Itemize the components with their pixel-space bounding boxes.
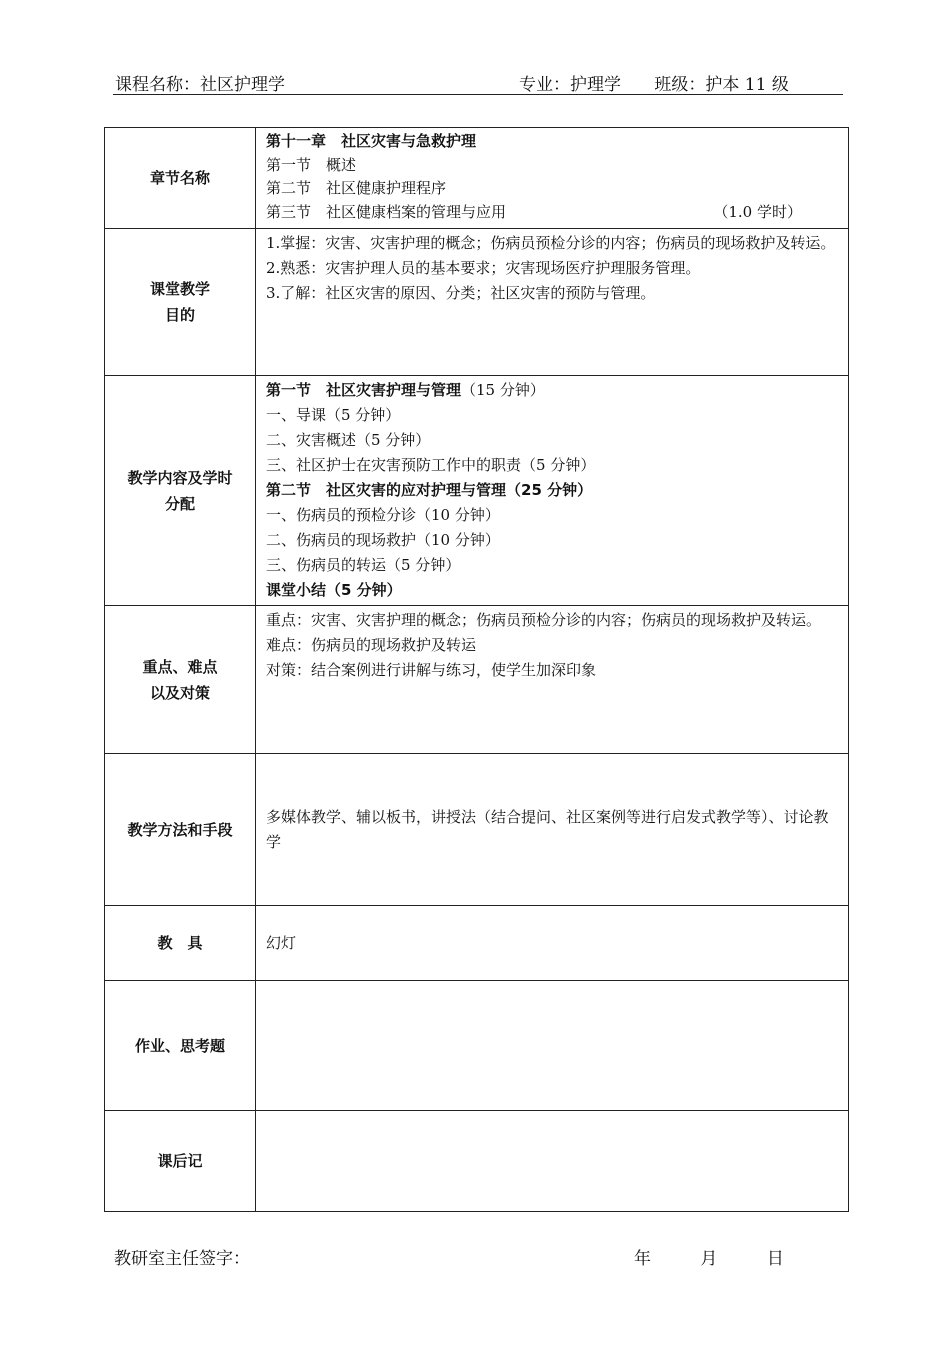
year-label: 年: [634, 1249, 651, 1269]
lesson-plan-table: [104, 127, 849, 1212]
section-2-item-1: 一、伤病员的预检分诊（10 分钟）: [266, 506, 500, 524]
key-points-label: [105, 606, 256, 754]
chapter-line-1: 第一节 概述: [266, 155, 357, 174]
teaching-content: [256, 376, 849, 606]
chapter-line-3-text: 第三节 社区健康档案的管理与应用: [266, 202, 507, 221]
section-1-item-2: 二、灾害概述（5 分钟）: [266, 431, 431, 449]
chapter-title: 第十一章 社区灾害与急救护理: [266, 132, 477, 150]
section-1-title: 第一节 社区灾害护理与管理: [266, 381, 462, 399]
chapter-hours: （1.0 学时）: [713, 202, 802, 221]
objectives-content: [256, 229, 849, 376]
page-header: [113, 70, 843, 95]
objective-1: 1.掌握：灾害、灾害护理的概念；伤病员预检分诊的内容；伤病员的现场救护及转运。: [266, 234, 836, 252]
objectives-label: [105, 229, 256, 376]
content-label-line-1: 教学内容及学时: [127, 468, 233, 487]
header-right: [519, 70, 817, 95]
signature-label: 教研室主任签字：: [114, 1249, 250, 1269]
methods-label: 教学方法和手段: [105, 754, 256, 906]
row-key-points: [105, 606, 849, 754]
key-point-difficulty: 难点：伤病员的现场救护及转运: [266, 636, 477, 654]
key-points-label-line-1: 重点、难点: [142, 657, 218, 676]
section-1-item-1: 一、导课（5 分钟）: [266, 406, 401, 424]
major: 专业：护理学: [519, 75, 621, 95]
section-2-title: 第二节 社区灾害的应对护理与管理（25 分钟）: [266, 481, 593, 499]
row-homework: [105, 981, 849, 1111]
month-label: 月: [700, 1249, 718, 1269]
section-1-heading: [266, 378, 840, 403]
notes-label: 课后记: [105, 1111, 256, 1212]
content-label-line-2: 分配: [164, 494, 195, 513]
tools-label: 教 具: [105, 906, 256, 981]
day-label: 日: [766, 1249, 784, 1269]
row-tools: [105, 906, 849, 981]
key-point-focus: 重点：灾害、灾害护理的概念；伤病员预检分诊的内容；伤病员的现场救护及转运。: [266, 611, 822, 629]
section-1-time: （15 分钟）: [461, 381, 545, 399]
chapter-line-3: [266, 201, 840, 225]
row-notes: [105, 1111, 849, 1212]
chapter-content: [256, 128, 849, 229]
date-fields: [634, 1244, 828, 1269]
tools-content: 幻灯: [256, 906, 849, 981]
key-points-label-line-2: 以及对策: [149, 683, 210, 702]
content-label: [105, 376, 256, 606]
section-2-item-2: 二、伤病员的现场救护（10 分钟）: [266, 531, 500, 549]
methods-content: 多媒体教学、辅以板书，讲授法（结合提问、社区案例等进行启发式教学等）、讨论教学: [256, 754, 849, 906]
class-name: 班级：护本 11 级: [654, 75, 789, 95]
chapter-label: 章节名称: [105, 128, 256, 229]
row-teaching-content: [105, 376, 849, 606]
summary: 课堂小结（5 分钟）: [266, 581, 402, 599]
page-footer: [114, 1244, 814, 1269]
homework-label: 作业、思考题: [105, 981, 256, 1111]
homework-content: [256, 981, 849, 1111]
objectives-label-line-2: 目的: [164, 306, 195, 324]
course-name: 课程名称：社区护理学: [115, 75, 285, 95]
objectives-label-line-1: 课堂教学: [149, 280, 210, 298]
section-2-item-3: 三、伤病员的转运（5 分钟）: [266, 556, 461, 574]
section-1-item-3: 三、社区护士在灾害预防工作中的职责（5 分钟）: [266, 456, 596, 474]
chapter-line-2: 第二节 社区健康护理程序: [266, 179, 447, 197]
objective-3: 3.了解：社区灾害的原因、分类；社区灾害的预防与管理。: [266, 284, 656, 302]
row-objectives: [105, 229, 849, 376]
row-chapter: [105, 128, 849, 229]
notes-content: [256, 1111, 849, 1212]
row-methods: [105, 754, 849, 906]
objective-2: 2.熟悉：灾害护理人员的基本要求；灾害现场医疗护理服务管理。: [266, 259, 701, 277]
key-points-content: [256, 606, 849, 754]
key-point-strategy: 对策：结合案例进行讲解与练习，使学生加深印象: [266, 661, 597, 679]
